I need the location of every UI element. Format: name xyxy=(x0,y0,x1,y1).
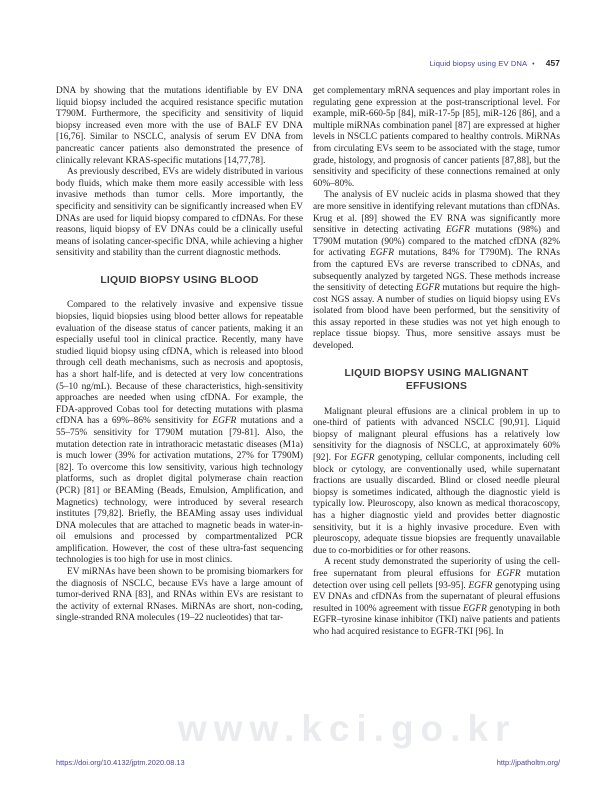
kci-watermark: www.kci.go.kr xyxy=(178,708,517,749)
doi-link[interactable]: https://doi.org/10.4132/jptm.2020.08.13 xyxy=(56,758,185,767)
page-footer xyxy=(56,758,560,767)
paragraph: A recent study demonstrated the superiority of using the cell-free supernatant from pleural effusions for EGFR mutation detection over using cell pellets [93-95]. EGFR genotyping using EV DNAs and cfDNAs from the supernatant of pleural effusions resulted in 100% agreement with tissue EGFR genotyping in both EGFR–tyrosine kinase inhibitor (TKI) naïve patients and patients who had acquired resistance to EGFR-TKI [96]. In xyxy=(313,557,561,637)
running-header xyxy=(56,58,560,68)
article-body xyxy=(56,86,560,639)
page-number: 457 xyxy=(545,58,560,68)
running-title: Liquid biopsy using EV DNA xyxy=(429,59,528,68)
paragraph: EV miRNAs have been shown to be promising biomarkers for the diagnosis of NSCLC, because EVs have a large amount of tumor-derived RNA [83], and RNAs within EVs are resistant to the activity of external RNases. MiRNAs are short, non-coding, single-stranded RNA molecules (19–22 nucleotides) that tar- xyxy=(56,567,303,624)
paragraph: Compared to the relatively invasive and expensive tissue biopsies, liquid biopsies using blood better allows for repeatable evaluation of the disease status of cancer patients, making it an especially useful tool in clinical practice. Recently, many have studied liquid biopsy using cfDNA, which is released into blood through cell death mechanisms, such as necrosis and apoptosis, has a short half-life, and is detected at very low concentrations (5–10 ng/mL). Because of these characteristics, high-sensitivity approaches are needed when using cfDNA. For example, the FDA-approved Cobas tool for detecting mutations with plasma cfDNA has a 69%–86% sensitivity for EGFR mutations and a 55–75% sensitivity for T790M mutation [79-81]. Also, the mutation detection rate in intrathoracic metastatic diseases (M1a) is much lower (39% for activation mutations, 27% for T790M) [82]. To overcome this low sensitivity, various high technology platforms, such as droplet digital polymerase chain reaction (PCR) [81] or BEAMing (Beads, Emulsion, Amplification, and Magnetics) technology, were introduced by several research institutes [79,82]. Briefly, the BEAMing assay uses individual DNA molecules that are attached to magnetic beads in water-in-oil emulsions and processed by compartmentalized PCR amplification. However, the cost of these ultra-fast sequencing technologies is too high for use in most clinics. xyxy=(56,300,303,566)
paragraph: Malignant pleural effusions are a clinical problem in up to one-third of patients with advanced NSCLC [90,91]. Liquid biopsy of malignant pleural effusions has a relatively low sensitivity for the diagnosis of NSCLC, at approximately 60% [92]. For EGFR genotyping, cellular components, including cell block or cytology, are conventionally used, while supernatant fractions are usually discarded. Blind or closed needle pleural biopsy is sometimes indicated, although the diagnostic yield is typically low. Pleuroscopy, also known as medical thoracoscopy, has a higher diagnostic yield and provides better diagnostic sensitivity, but it is a highly invasive procedure. Even with pleuroscopy, adequate tissue biopsies are frequently unavailable due to co-morbidities or for other reasons. xyxy=(313,406,560,556)
column-left xyxy=(56,86,303,639)
paragraph: The analysis of EV nucleic acids in plasma showed that they are more sensitive in identifying relevant mutations than cfDNAs. Krug et al. [89] showed the EV RNA was significantly more sensitive in detecting activating EGFR mutations (98%) and T790M mutation (90%) compared to the matched cfDNA (82% for activating EGFR mutations, 84% for T790M). The RNAs from the captured EVs are reverse transcribed to cDNAs, and subsequently analyzed by targeted NGS. These methods increase the sensitivity of detecting EGFR mutations but require the high-cost NGS assay. A number of studies on liquid biopsy using EVs isolated from blood have been performed, but the sensitivity of this assay reported in these studies was not yet high enough to replace tissue biopsy. Thus, more sensitive assays must be developed. xyxy=(313,190,561,352)
paragraph: DNA by showing that the mutations identifiable by EV DNA liquid biopsy included the acquired resistance specific mutation T790M. Furthermore, the specificity and sensitivity of liquid biopsy increased even more with the use of BALF EV DNA [16,76]. Similar to NSCLC, analysis of serum EV DNA from pancreatic cancer patients also demonstrated the presence of clinically relevant KRAS-specific mutations [14,77,78]. xyxy=(56,86,303,166)
section-heading-liquid-biopsy-blood: LIQUID BIOPSY USING BLOOD xyxy=(100,274,259,286)
column-right xyxy=(313,86,560,639)
section-heading-liquid-biopsy-malignant-effusions: LIQUID BIOPSY USING MALIGNANT EFFUSIONS xyxy=(344,367,529,393)
paragraph: As previously described, EVs are widely distributed in various body fluids, which make them more easily accessible with less invasive methods than tumor cells. More importantly, the specificity and sensitivity can be significantly increased when EV DNAs are used for liquid biopsy compared to cfDNAs. For these reasons, liquid biopsy of EV DNAs could be a clinically useful means of isolating cancer-specific DNA, while achieving a higher sensitivity and stability than the current diagnostic methods. xyxy=(56,167,303,259)
header-separator-dot: • xyxy=(532,61,535,68)
paragraph: get complementary mRNA sequences and play important roles in regulating gene expression at the post-transcriptional level. For example, miR-660-5p [84], miR-17-5p [85], miR-126 [86], and a multiple miRNAs combination panel [87] are expressed at higher levels in NSCLC patients compared to healthy controls. MiRNAs from circulating EVs seem to be associated with the stage, tumor grade, histology, and prognosis of cancer patients [87,88], but the sensitivity and specificity of these connections remained at only 60%–80%. xyxy=(313,86,560,189)
journal-url-link[interactable]: http://jpatholtm.org/ xyxy=(496,758,560,767)
